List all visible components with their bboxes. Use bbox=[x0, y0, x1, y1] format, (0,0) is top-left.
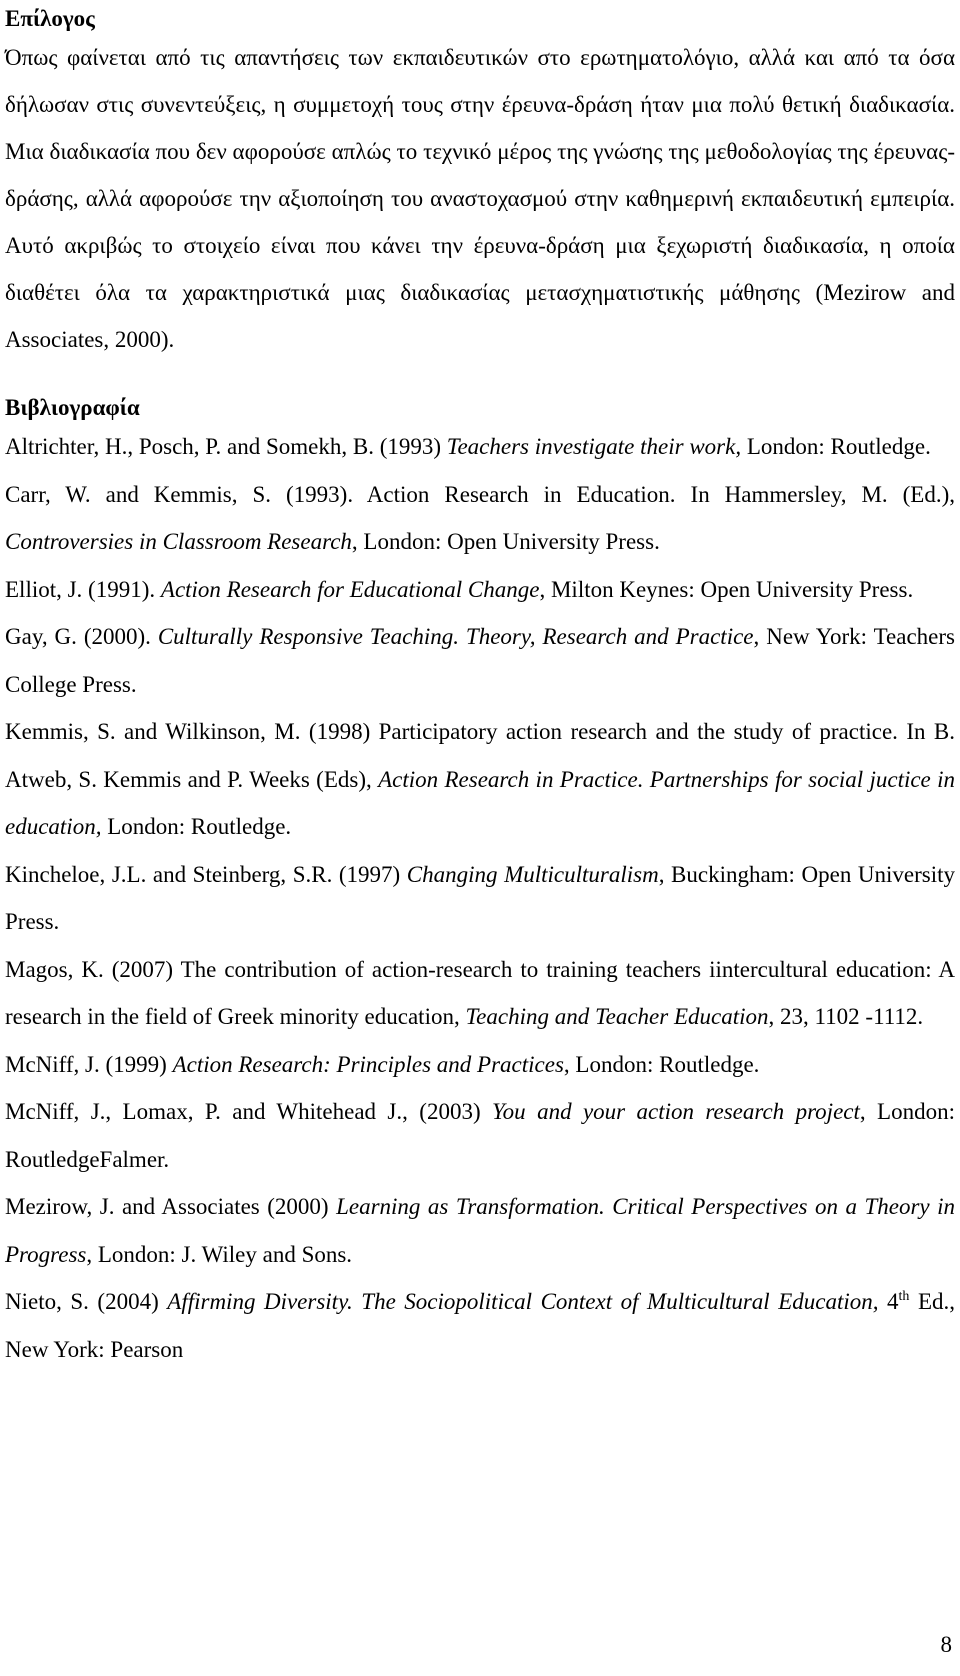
reference-list bbox=[5, 423, 955, 1373]
reference-title: Action Research for Educational Change bbox=[160, 576, 540, 602]
reference-authors: Mezirow, J. and Associates (2000) bbox=[5, 1194, 337, 1219]
reference-title: Teachers investigate their work, bbox=[446, 434, 742, 459]
reference-item bbox=[5, 1088, 955, 1183]
reference-authors: Altrichter, H., Posch, P. and Somekh, B. (1993) bbox=[5, 434, 447, 459]
epilogue-heading: Επίλογος bbox=[5, 6, 95, 31]
reference-title: Culturally Responsive Teaching. Theory, Research and Practice bbox=[157, 624, 754, 649]
reference-item bbox=[5, 946, 955, 1041]
reference-publisher: , London: Routledge. bbox=[563, 1051, 760, 1077]
reference-title: Controversies in Classroom Research bbox=[5, 529, 352, 554]
reference-item bbox=[5, 471, 955, 566]
reference-title: Action Research in Practice. Partnerships for social juctice in education, bbox=[5, 766, 955, 839]
reference-publisher: , New York: Teachers College Press. bbox=[5, 624, 955, 697]
reference-authors: McNiff, J. (1999) bbox=[5, 1051, 173, 1077]
reference-authors: McNiff, J., Lomax, P. and Whitehead J., (2003) bbox=[5, 1099, 492, 1124]
reference-item bbox=[5, 1278, 955, 1373]
reference-publisher: , London: Open University Press. bbox=[351, 529, 660, 554]
reference-publisher: , 23, 1102 -1112. bbox=[768, 1004, 924, 1029]
reference-publisher: London: Routledge. bbox=[741, 434, 931, 459]
reference-title: Affirming Diversity. The Sociopolitical Context of Multicultural Education, bbox=[167, 1289, 879, 1314]
reference-item bbox=[5, 708, 955, 851]
reference-authors: Kincheloe, J.L. and Steinberg, S.R. (1997) bbox=[5, 861, 407, 887]
reference-authors: Kemmis, S. and Wilkinson, M. (1998) Participatory action research and the study of practice. In B. Atweb, S. Kemmis and P. Weeks (Eds), bbox=[5, 719, 955, 792]
reference-publisher: , London: J. Wiley and Sons. bbox=[86, 1241, 353, 1267]
reference-publisher: , Buckingham: Open University Press. bbox=[5, 861, 955, 934]
reference-item bbox=[5, 1041, 955, 1089]
reference-authors: Carr, W. and Kemmis, S. (1993). Action Research in Education. In Hammersley, M. (Ed.), bbox=[5, 481, 955, 507]
reference-title: Teaching and Teacher Education bbox=[465, 1004, 769, 1029]
reference-publisher: , London: RoutledgeFalmer. bbox=[5, 1099, 955, 1172]
reference-publisher: Ed., New York: Pearson bbox=[5, 1289, 956, 1362]
reference-item bbox=[5, 613, 955, 708]
reference-title: Action Research: Principles and Practices bbox=[172, 1051, 564, 1077]
bibliography-heading: Βιβλιογραφία bbox=[5, 395, 140, 420]
page-number: 8 bbox=[940, 1632, 952, 1657]
reference-edition-number: 4 bbox=[878, 1289, 899, 1314]
reference-item bbox=[5, 566, 955, 614]
reference-item bbox=[5, 851, 955, 946]
reference-title: You and your action research project bbox=[492, 1099, 860, 1124]
document-page bbox=[5, 0, 955, 1373]
reference-publisher: London: Routledge. bbox=[101, 814, 292, 839]
reference-title: Learning as Transformation. Critical Perspectives on a Theory in Progress bbox=[5, 1194, 956, 1267]
reference-authors: Magos, K. (2007) The contribution of action-research to training teachers iintercultural education: A research in the field of Greek minority education, bbox=[5, 956, 955, 1029]
reference-authors: Gay, G. (2000). bbox=[5, 624, 158, 649]
epilogue-paragraph: Όπως φαίνεται από τις απαντήσεις των εκπαιδευτικών στο ερωτηματολόγιο, αλλά και από τα όσα δήλωσαν στις συνεντεύξεις, η συμμετοχή τους στην έρευνα-δράση ήταν μια πολύ θετική διαδικασία. Μια διαδικασία που δεν αφορούσε απλώς το τεχνικό μέρος της γνώσης της μεθοδολογίας της έρευνας-δράσης, αλλά αφορούσε την αξιοποίηση του αναστοχασμού στην καθημερινή εκπαιδευτική εμπειρία. Αυτό ακριβώς το στοιχείο είναι που κάνει την έρευνα-δράση μια ξεχωριστή διαδικασία, η οποία διαθέτει όλα τα χαρακτηριστικά μιας διαδικασίας μετασχηματιστικής μάθησης (Mezirow and Associates, 2000). bbox=[5, 45, 955, 352]
reference-item bbox=[5, 423, 955, 471]
reference-publisher: , Milton Keynes: Open University Press. bbox=[539, 576, 914, 602]
reference-item bbox=[5, 1183, 955, 1278]
reference-authors: Nieto, S. (2004) bbox=[5, 1289, 168, 1314]
reference-edition-suffix: th bbox=[898, 1289, 910, 1304]
reference-authors: Elliot, J. (1991). bbox=[5, 576, 161, 602]
reference-title: Changing Multiculturalism bbox=[406, 861, 659, 887]
